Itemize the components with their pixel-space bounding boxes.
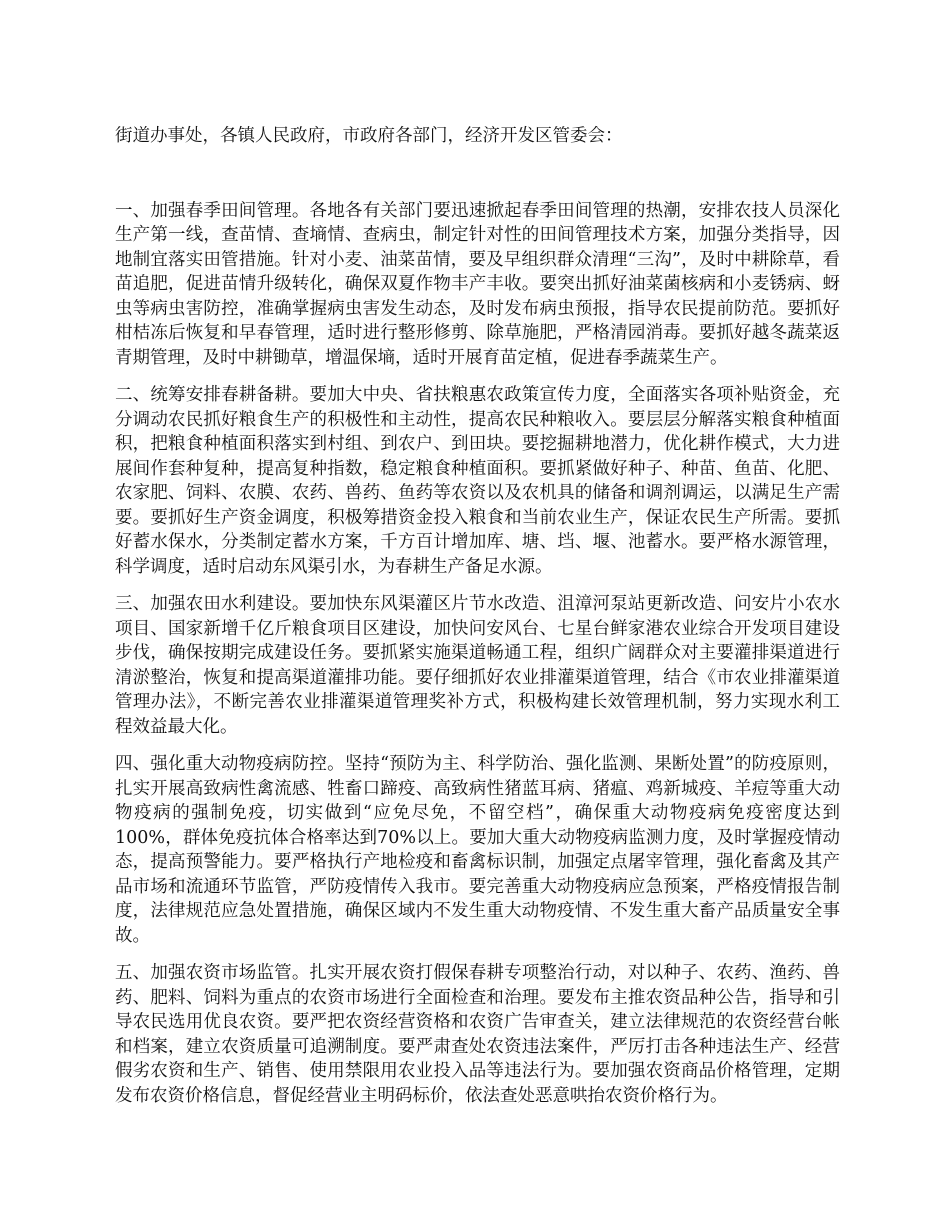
paragraph-spring-field-management: 一、加强春季田间管理。各地各有关部门要迅速掀起春季田间管理的热潮，安排农技人员深化生产第一线，查苗情、查墒情、查病虫，制定针对性的田间管理技术方案，加强分类指导，因地制宜落实田管措施。针对小麦、油菜苗情，要及早组织群众清理“三沟”，及时中耕除草，看苗追肥，促进苗情升级转化，确保双夏作物丰产丰收。要突出抓好油菜菌核病和小麦锈病、蚜虫等病虫害防控，准确掌握病虫害发生动态，及时发布病虫预报，指导农民提前防范。要抓好柑桔冻后恢复和早春管理，适时进行整形修剪、除草施肥，严格清园消毒。要抓好越冬蔬菜返青期管理，及时中耕锄草，增温保墒，适时开展育苗定植，促进春季蔬菜生产。: [115, 200, 840, 368]
salutation-line: 街道办事处，各镇人民政府，市政府各部门，经济开发区管委会：: [115, 126, 623, 146]
paragraph-animal-disease-control: 四、强化重大动物疫病防控。坚持“预防为主、科学防治、强化监测、果断处置”的防疫原则，扎实开展高致病性禽流感、牲畜口蹄疫、高致病性猪蓝耳病、猪瘟、鸡新城疫、羊痘等重大动物疫病的强制免疫，切实做到“应免尽免，不留空档”，确保重大动物疫病免疫密度达到100%，群体免疫抗体合格率达到70%以上。要加大重大动物疫病监测力度，及时掌握疫情动态，提高预警能力。要严格执行产地检疫和畜禽标识制，加强定点屠宰管理，强化畜禽及其产品市场和流通环节监管，严防疫情传入我市。要完善重大动物疫病应急预案，严格疫情报告制度，法律规范应急处置措施，确保区域内不发生重大动物疫情、不发生重大畜产品质量安全事故。: [115, 754, 840, 946]
document-body: [115, 124, 840, 1108]
paragraph-spring-plowing-preparation: 二、统筹安排春耕备耕。要加大中央、省扶粮惠农政策宣传力度，全面落实各项补贴资金，充分调动农民抓好粮食生产的积极性和主动性，提高农民种粮收入。要层层分解落实粮食种植面积，把粮食种植面积落实到村组、到农户、到田块。要挖掘耕地潜力，优化耕作模式，大力进展间作套种复种，提高复种指数，稳定粮食种植面积。要抓紧做好种子、种苗、鱼苗、化肥、农家肥、饲料、农膜、农药、兽药、鱼药等农资以及农机具的储备和调剂调运，以满足生产需要。要抓好生产资金调度，积极筹措资金投入粮食和当前农业生产，保证农民生产所需。要抓好蓄水保水，分类制定蓄水方案，千方百计增加库、塘、垱、堰、池蓄水。要严格水源管理，科学调度，适时启动东风渠引水，为春耕生产备足水源。: [115, 385, 840, 577]
paragraph-agricultural-supplies-supervision: 五、加强农资市场监管。扎实开展农资打假保春耕专项整治行动，对以种子、农药、渔药、兽药、肥料、饲料为重点的农资市场进行全面检查和治理。要发布主推农资品种公告，指导和引导农民选用优良农资。要严把农资经营资格和农资广告审查关，建立法律规范的农资经营台帐和档案，建立农资质量可追溯制度。要严肃查处农资违法案件，严厉打击各种违法生产、经营假劣农资和生产、销售、使用禁限用农业投入品等违法行为。要加强农资商品价格管理，定期发布农资价格信息，督促经营业主明码标价，依法查处恶意哄抬农资价格行为。: [115, 963, 840, 1106]
paragraph-water-conservancy: 三、加强农田水利建设。要加快东风渠灌区片节水改造、沮漳河泵站更新改造、问安片小农水项目、国家新增千亿斤粮食项目区建设，加快问安风台、七星台鲜家港农业综合开发项目建设步伐，确保按期完成建设任务。要抓紧实施渠道畅通工程，组织广阔群众对主要灌排渠道进行清淤整治，恢复和提高渠道灌排功能。要仔细抓好农业排灌渠道管理，结合《市农业排灌渠道管理办法》，不断完善农业排灌渠道管理奖补方式，积极构建长效管理机制，努力实现水利工程效益最大化。: [115, 594, 840, 737]
